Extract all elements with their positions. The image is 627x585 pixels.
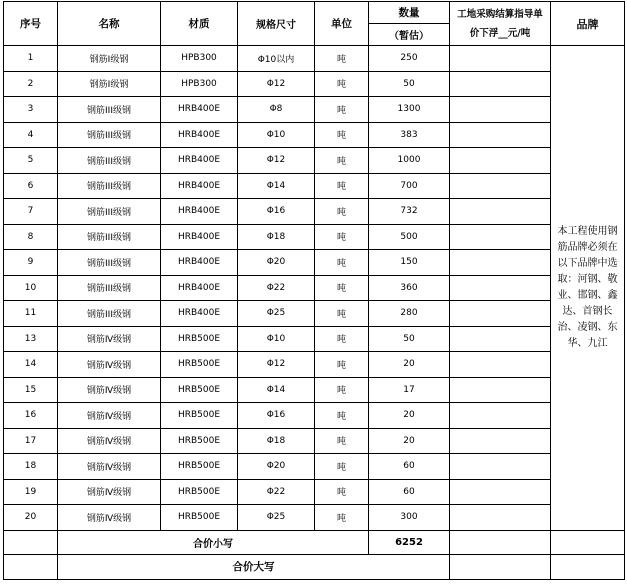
cell-name: 钢筋Ⅰ级钢 bbox=[58, 71, 161, 97]
cell-price bbox=[450, 428, 551, 454]
table-row bbox=[4, 173, 625, 199]
cell-name: 钢筋Ⅳ级钢 bbox=[58, 505, 161, 531]
cell-name: 钢筋Ⅳ级钢 bbox=[58, 326, 161, 352]
table-row bbox=[4, 377, 625, 403]
cell-name: 钢筋III级钢 bbox=[58, 122, 161, 148]
cell-qty: 300 bbox=[369, 505, 450, 531]
total-value: 6252 bbox=[369, 530, 450, 554]
cell-qty: 150 bbox=[369, 250, 450, 276]
cell-price bbox=[450, 326, 551, 352]
cell-price bbox=[450, 479, 551, 505]
cell-price bbox=[450, 46, 551, 72]
cell-price bbox=[450, 505, 551, 531]
cell-unit: 吨 bbox=[315, 479, 369, 505]
cell-seq: 4 bbox=[4, 122, 58, 148]
table-row bbox=[4, 352, 625, 378]
cell-qty: 50 bbox=[369, 71, 450, 97]
header-qty: 数量 bbox=[369, 2, 450, 24]
cell-spec: Φ12 bbox=[238, 352, 315, 378]
cell-qty: 60 bbox=[369, 454, 450, 480]
cell-material: HPB300 bbox=[161, 71, 238, 97]
cell-material: HRB500E bbox=[161, 505, 238, 531]
header-name: 名称 bbox=[58, 2, 161, 46]
cell-price bbox=[450, 275, 551, 301]
cell-material: HRB400E bbox=[161, 250, 238, 276]
cell-qty: 700 bbox=[369, 173, 450, 199]
header-spec: 规格尺寸 bbox=[238, 2, 315, 46]
cell-material: HRB500E bbox=[161, 326, 238, 352]
cell-unit: 吨 bbox=[315, 97, 369, 123]
total-label: 合价小写 bbox=[58, 530, 369, 554]
cell-unit: 吨 bbox=[315, 352, 369, 378]
cell-material: HRB400E bbox=[161, 199, 238, 225]
cell-unit: 吨 bbox=[315, 46, 369, 72]
cell-seq: 18 bbox=[4, 454, 58, 480]
upper-price-blank bbox=[450, 554, 551, 579]
cell-material: HRB500E bbox=[161, 403, 238, 429]
cell-seq: 16 bbox=[4, 403, 58, 429]
upper-total-row bbox=[4, 554, 625, 579]
cell-qty: 60 bbox=[369, 479, 450, 505]
table-row bbox=[4, 122, 625, 148]
upper-brand-blank bbox=[551, 554, 625, 579]
cell-seq: 5 bbox=[4, 148, 58, 174]
cell-name: 钢筋III级钢 bbox=[58, 275, 161, 301]
header-price-line1: 工地采购结算指导单 bbox=[457, 8, 543, 20]
cell-price bbox=[450, 173, 551, 199]
cell-name: 钢筋III级钢 bbox=[58, 199, 161, 225]
header-qty-estimate: （暂估） bbox=[369, 24, 450, 46]
cell-material: HRB500E bbox=[161, 352, 238, 378]
table-row bbox=[4, 224, 625, 250]
brand-note: 本工程使用钢筋品牌必须在以下品牌中选取：河钢、敬业、邯钢、鑫达、首钢长治、凌钢、东华、九江 bbox=[551, 46, 625, 531]
cell-price bbox=[450, 250, 551, 276]
cell-seq: 6 bbox=[4, 173, 58, 199]
cell-name: 钢筋III级钢 bbox=[58, 173, 161, 199]
header-price bbox=[450, 2, 551, 46]
cell-unit: 吨 bbox=[315, 377, 369, 403]
cell-name: 钢筋Ⅳ级钢 bbox=[58, 479, 161, 505]
cell-seq: 7 bbox=[4, 199, 58, 225]
cell-price bbox=[450, 199, 551, 225]
cell-price bbox=[450, 301, 551, 327]
cell-qty: 20 bbox=[369, 403, 450, 429]
cell-material: HRB400E bbox=[161, 275, 238, 301]
cell-spec: Φ18 bbox=[238, 428, 315, 454]
cell-spec: Φ12 bbox=[238, 71, 315, 97]
total-row bbox=[4, 530, 625, 554]
cell-seq: 10 bbox=[4, 275, 58, 301]
cell-material: HRB400E bbox=[161, 224, 238, 250]
cell-name: 钢筋Ⅰ级钢 bbox=[58, 46, 161, 72]
cell-unit: 吨 bbox=[315, 173, 369, 199]
cell-seq: 15 bbox=[4, 377, 58, 403]
header-brand: 品牌 bbox=[551, 2, 625, 46]
cell-spec: Φ10以内 bbox=[238, 46, 315, 72]
header-price-line2: 价下浮__元/吨 bbox=[469, 27, 531, 39]
cell-name: 钢筋Ⅳ级钢 bbox=[58, 377, 161, 403]
total-price-blank bbox=[450, 530, 551, 554]
cell-price bbox=[450, 377, 551, 403]
cell-name: 钢筋Ⅳ级钢 bbox=[58, 454, 161, 480]
cell-spec: Φ10 bbox=[238, 122, 315, 148]
table-row bbox=[4, 46, 625, 72]
cell-name: 钢筋III级钢 bbox=[58, 250, 161, 276]
cell-name: 钢筋Ⅳ级钢 bbox=[58, 428, 161, 454]
cell-spec: Φ18 bbox=[238, 224, 315, 250]
table-row bbox=[4, 505, 625, 531]
cell-seq: 19 bbox=[4, 479, 58, 505]
cell-qty: 250 bbox=[369, 46, 450, 72]
cell-seq: 14 bbox=[4, 352, 58, 378]
cell-qty: 20 bbox=[369, 428, 450, 454]
cell-spec: Φ22 bbox=[238, 275, 315, 301]
cell-seq: 13 bbox=[4, 326, 58, 352]
cell-spec: Φ22 bbox=[238, 479, 315, 505]
cell-material: HRB400E bbox=[161, 148, 238, 174]
cell-price bbox=[450, 71, 551, 97]
cell-spec: Φ14 bbox=[238, 377, 315, 403]
table-row bbox=[4, 326, 625, 352]
cell-material: HRB500E bbox=[161, 428, 238, 454]
cell-qty: 500 bbox=[369, 224, 450, 250]
cell-price bbox=[450, 97, 551, 123]
cell-qty: 50 bbox=[369, 326, 450, 352]
cell-seq: 2 bbox=[4, 71, 58, 97]
header-seq: 序号 bbox=[4, 2, 58, 46]
cell-price bbox=[450, 403, 551, 429]
cell-material: HRB500E bbox=[161, 377, 238, 403]
table-row bbox=[4, 71, 625, 97]
cell-spec: Φ25 bbox=[238, 505, 315, 531]
cell-qty: 1300 bbox=[369, 97, 450, 123]
cell-material: HRB400E bbox=[161, 97, 238, 123]
cell-qty: 280 bbox=[369, 301, 450, 327]
cell-seq: 1 bbox=[4, 46, 58, 72]
cell-unit: 吨 bbox=[315, 199, 369, 225]
cell-name: 钢筋Ⅳ级钢 bbox=[58, 352, 161, 378]
cell-unit: 吨 bbox=[315, 301, 369, 327]
cell-spec: Φ16 bbox=[238, 199, 315, 225]
table-row bbox=[4, 199, 625, 225]
table-body bbox=[4, 46, 625, 580]
upper-total-label: 合价大写 bbox=[58, 554, 450, 579]
cell-spec: Φ8 bbox=[238, 97, 315, 123]
table-row bbox=[4, 250, 625, 276]
table-row bbox=[4, 403, 625, 429]
cell-material: HRB400E bbox=[161, 173, 238, 199]
cell-material: HRB400E bbox=[161, 122, 238, 148]
cell-qty: 732 bbox=[369, 199, 450, 225]
table-row bbox=[4, 454, 625, 480]
cell-spec: Φ12 bbox=[238, 148, 315, 174]
cell-spec: Φ25 bbox=[238, 301, 315, 327]
cell-seq: 8 bbox=[4, 224, 58, 250]
cell-unit: 吨 bbox=[315, 122, 369, 148]
cell-seq: 9 bbox=[4, 250, 58, 276]
cell-qty: 383 bbox=[369, 122, 450, 148]
cell-seq: 11 bbox=[4, 301, 58, 327]
cell-spec: Φ10 bbox=[238, 326, 315, 352]
cell-unit: 吨 bbox=[315, 148, 369, 174]
cell-material: HRB500E bbox=[161, 479, 238, 505]
table-row bbox=[4, 301, 625, 327]
cell-price bbox=[450, 224, 551, 250]
table-row bbox=[4, 428, 625, 454]
cell-unit: 吨 bbox=[315, 326, 369, 352]
cell-spec: Φ20 bbox=[238, 250, 315, 276]
total-brand-blank bbox=[551, 530, 625, 554]
upper-blank bbox=[4, 554, 58, 579]
header-unit: 单位 bbox=[315, 2, 369, 46]
cell-price bbox=[450, 148, 551, 174]
cell-unit: 吨 bbox=[315, 250, 369, 276]
cell-material: HRB500E bbox=[161, 454, 238, 480]
cell-price bbox=[450, 122, 551, 148]
total-blank bbox=[4, 530, 58, 554]
cell-unit: 吨 bbox=[315, 275, 369, 301]
cell-seq: 3 bbox=[4, 97, 58, 123]
cell-unit: 吨 bbox=[315, 71, 369, 97]
cell-price bbox=[450, 454, 551, 480]
cell-name: 钢筋III级钢 bbox=[58, 148, 161, 174]
cell-name: 钢筋III级钢 bbox=[58, 301, 161, 327]
cell-name: 钢筋III级钢 bbox=[58, 97, 161, 123]
cell-unit: 吨 bbox=[315, 403, 369, 429]
cell-name: 钢筋III级钢 bbox=[58, 224, 161, 250]
cell-qty: 1000 bbox=[369, 148, 450, 174]
cell-unit: 吨 bbox=[315, 454, 369, 480]
table-row bbox=[4, 97, 625, 123]
table-row bbox=[4, 479, 625, 505]
cell-unit: 吨 bbox=[315, 428, 369, 454]
cell-qty: 360 bbox=[369, 275, 450, 301]
cell-qty: 17 bbox=[369, 377, 450, 403]
cell-qty: 20 bbox=[369, 352, 450, 378]
cell-unit: 吨 bbox=[315, 224, 369, 250]
steel-procurement-table bbox=[3, 1, 625, 580]
cell-material: HPB300 bbox=[161, 46, 238, 72]
cell-unit: 吨 bbox=[315, 505, 369, 531]
cell-price bbox=[450, 352, 551, 378]
header-material: 材质 bbox=[161, 2, 238, 46]
cell-spec: Φ20 bbox=[238, 454, 315, 480]
cell-seq: 20 bbox=[4, 505, 58, 531]
cell-material: HRB400E bbox=[161, 301, 238, 327]
table-row bbox=[4, 148, 625, 174]
cell-seq: 17 bbox=[4, 428, 58, 454]
table-row bbox=[4, 275, 625, 301]
cell-name: 钢筋Ⅳ级钢 bbox=[58, 403, 161, 429]
cell-spec: Φ16 bbox=[238, 403, 315, 429]
cell-spec: Φ14 bbox=[238, 173, 315, 199]
